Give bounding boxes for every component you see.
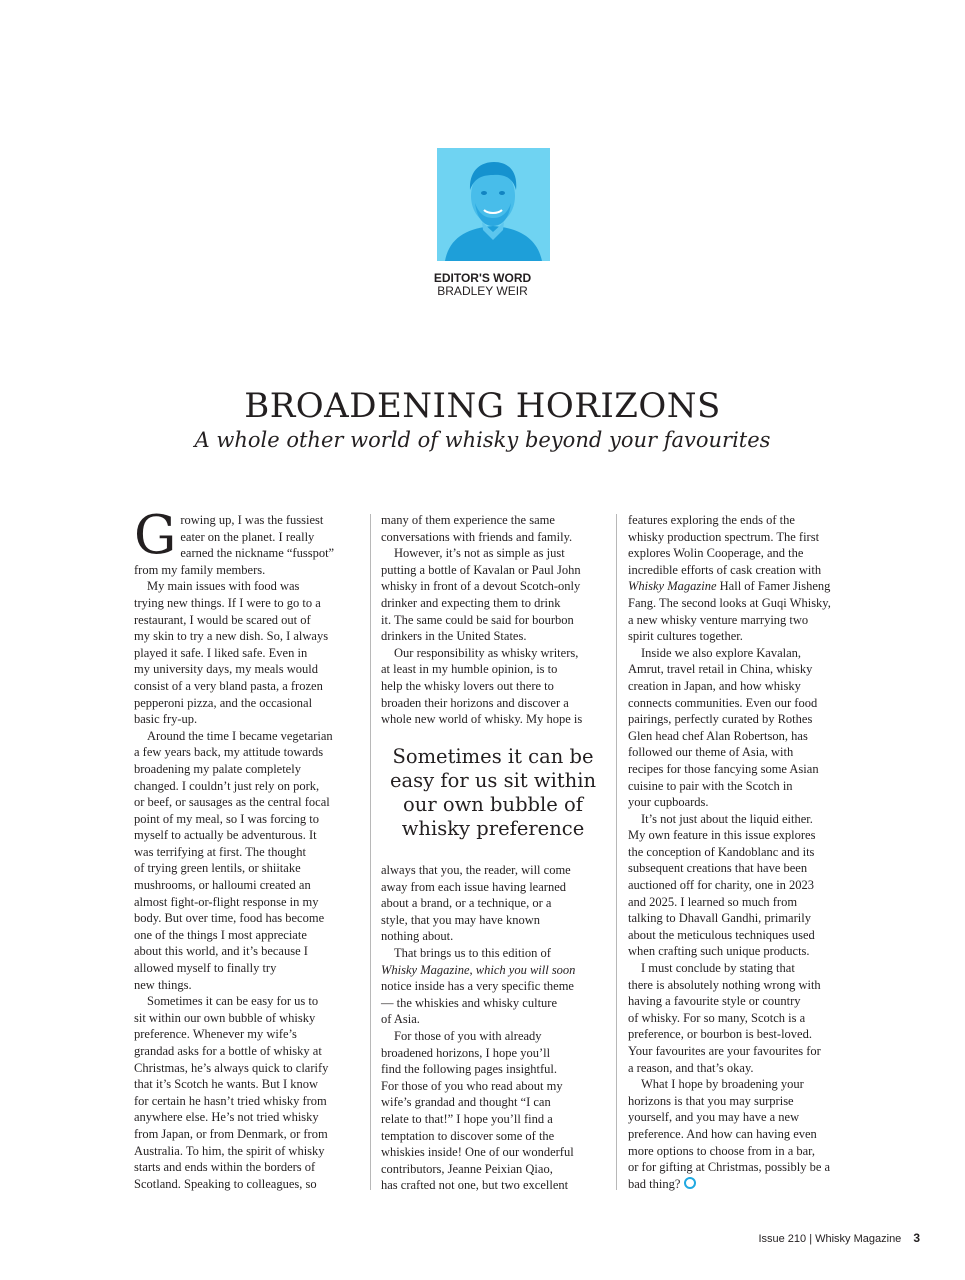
paragraph bbox=[628, 512, 854, 645]
text-line: drinker and expecting them to drink bbox=[381, 595, 561, 610]
text-line: yourself, and you may have a new bbox=[628, 1110, 800, 1125]
page-number: 3 bbox=[913, 1231, 920, 1245]
text-line: allowed myself to finally try bbox=[134, 961, 277, 976]
text-line: contributors, Jeanne Peixian Qiao, bbox=[381, 1161, 553, 1176]
paragraph bbox=[134, 578, 360, 727]
text-line: played it safe. I liked safe. Even in bbox=[134, 645, 308, 660]
pull-quote-line: whisky preference bbox=[401, 817, 585, 840]
page-footer bbox=[758, 1231, 920, 1245]
text-line: bad thing? bbox=[628, 1176, 681, 1191]
text-line: Whisky Magazine Hall of Famer Jisheng bbox=[628, 579, 831, 594]
text-line: broadened horizons, I hope you’ll bbox=[381, 1045, 551, 1060]
text-line: for certain he hasn’t tried whisky from bbox=[134, 1093, 327, 1108]
text-line: What I hope by broadening your bbox=[641, 1077, 804, 1092]
text-line: Sometimes it can be easy for us to bbox=[147, 994, 319, 1009]
text-line: almost fight-or-flight response in my bbox=[134, 894, 319, 909]
text-line: starts and ends within the borders of bbox=[134, 1160, 316, 1175]
text-line: nothing about. bbox=[381, 929, 454, 944]
text-line: of Asia. bbox=[381, 1012, 420, 1027]
text-line: eater on the planet. I really bbox=[180, 529, 315, 544]
text-line: myself to actually be adventurous. It bbox=[134, 828, 317, 843]
text-line: cuisine to pair with the Scotch in bbox=[628, 778, 793, 793]
text-line: and 2025. I learned so much from bbox=[628, 894, 798, 909]
text-line: Our responsibility as whisky writers, bbox=[394, 645, 579, 660]
text-line: However, it’s not as simple as just bbox=[394, 546, 565, 561]
author-name: BRADLEY WEIR bbox=[437, 284, 528, 298]
text-line: spirit cultures together. bbox=[628, 629, 743, 644]
paragraph bbox=[381, 645, 605, 728]
text-line: mushrooms, or halloumi created an bbox=[134, 878, 311, 893]
text-line: the conception of Kandoblanc and its bbox=[628, 844, 815, 859]
drop-cap: G bbox=[134, 505, 177, 566]
text-line: has crafted not one, but two excellent bbox=[381, 1178, 569, 1193]
text-line: talking to Dhavall Gandhi, primarily bbox=[628, 911, 811, 926]
text-line: broaden their horizons and discover a bbox=[381, 695, 569, 710]
text-line: restaurant, I would be scared out of bbox=[134, 612, 311, 627]
column-3 bbox=[628, 512, 854, 1192]
text-line: of whisky. For so many, Scotch is a bbox=[628, 1010, 806, 1025]
text-line: recipes for those fancying some Asian bbox=[628, 761, 819, 776]
text-line: help the whisky lovers out there to bbox=[381, 678, 554, 693]
text-line: many of them experience the same bbox=[381, 513, 555, 527]
text-line: preference, or bourbon is best-loved. bbox=[628, 1027, 812, 1042]
column-divider bbox=[616, 514, 617, 1190]
text-line: rowing up, I was the fussiest bbox=[180, 513, 324, 527]
text-line: whole new world of whisky. My hope is bbox=[381, 712, 583, 727]
paragraph bbox=[628, 1076, 854, 1192]
text-line: preference. And how can having even bbox=[628, 1126, 817, 1141]
text-line: more options to choose from in a bar, bbox=[628, 1143, 815, 1158]
text-line: changed. I couldn’t just rely on pork, bbox=[134, 778, 320, 793]
column-divider bbox=[370, 514, 371, 1190]
paragraph bbox=[381, 545, 605, 645]
text-line: — the whiskies and whisky culture bbox=[381, 995, 558, 1010]
pull-quote-line: our own bubble of bbox=[403, 793, 583, 816]
text-line: Scotland. Speaking to colleagues, so bbox=[134, 1176, 317, 1191]
text-line: relate to that!” I hope you’ll find a bbox=[381, 1111, 553, 1126]
text-line: your cupboards. bbox=[628, 795, 709, 810]
paragraph bbox=[381, 945, 605, 1028]
text-line: For those of you who read about my bbox=[381, 1078, 563, 1093]
text-line: My own feature in this issue explores bbox=[628, 828, 816, 843]
text-line: temptation to discover some of the bbox=[381, 1128, 555, 1143]
section-label: EDITOR'S WORD bbox=[433, 271, 532, 285]
text-line: about a brand, or a technique, or a bbox=[381, 896, 552, 911]
text-line: consist of a very bland pasta, a frozen bbox=[134, 678, 323, 693]
text-line: That brings us to this edition of bbox=[394, 945, 551, 960]
pull-quote bbox=[381, 745, 605, 841]
text-line: notice inside has a very specific theme bbox=[381, 979, 574, 994]
text-line: when crafting such unique products. bbox=[628, 944, 810, 959]
article-subtitle: A whole other world of whisky beyond your favourites bbox=[194, 428, 771, 452]
text-line: Glen head chef Alan Robertson, has bbox=[628, 728, 808, 743]
text-line: drinkers in the United States. bbox=[381, 629, 527, 644]
paragraph bbox=[628, 645, 854, 811]
text-line: away from each issue having learned bbox=[381, 879, 566, 894]
paragraph bbox=[381, 862, 605, 945]
text-line: having a favourite style or country bbox=[628, 994, 801, 1009]
text-line: Fang. The second looks at Guqi Whisky, bbox=[628, 595, 831, 610]
text-line: grandad asks for a bottle of whisky at bbox=[134, 1044, 322, 1058]
text-line: was terrifying at first. The thought bbox=[134, 844, 306, 859]
text-line: or beef, or sausages as the central focal bbox=[134, 795, 330, 810]
paragraph bbox=[381, 1028, 605, 1194]
text-line: about this world, and it’s because I bbox=[134, 944, 308, 959]
text-line: basic fry-up. bbox=[134, 712, 198, 727]
text-line: auctioned off for charity, one in 2023 bbox=[628, 878, 815, 893]
text-line: connects communities. Even our food bbox=[628, 695, 818, 710]
pull-quote-line: Sometimes it can be bbox=[392, 745, 594, 768]
text-line: Inside we also explore Kavalan, bbox=[641, 645, 802, 660]
issue-info: Issue 210 | Whisky Magazine bbox=[758, 1233, 902, 1245]
text-line: putting a bottle of Kavalan or Paul John bbox=[381, 562, 581, 577]
text-line: Whisky Magazine, which you will soon bbox=[381, 962, 576, 977]
text-line: incredible efforts of cask creation with bbox=[628, 562, 822, 577]
text-line: Your favourites are your favourites for bbox=[628, 1044, 821, 1058]
text-line: one of the things I most appreciate bbox=[134, 927, 307, 942]
column-1 bbox=[134, 505, 360, 1192]
column-2-top bbox=[381, 512, 605, 728]
text-line: wife’s grandad and thought “I can bbox=[381, 1095, 551, 1110]
text-line: broadening my palate completely bbox=[134, 761, 301, 776]
text-line: always that you, the reader, will come bbox=[381, 863, 571, 877]
text-line: about the meticulous techniques used bbox=[628, 927, 815, 942]
text-line: a reason, and that’s okay. bbox=[628, 1060, 754, 1075]
text-line: pepperoni pizza, and the occasional bbox=[134, 695, 313, 710]
column-2-bottom bbox=[381, 862, 605, 1194]
text-line: or for gifting at Christmas, possibly be a bbox=[628, 1160, 831, 1175]
text-line: subsequent creations that have been bbox=[628, 861, 808, 876]
text-line: pairings, perfectly curated by Rothes bbox=[628, 712, 813, 727]
paragraph bbox=[628, 960, 854, 1076]
text-line: of trying green lentils, or shiitake bbox=[134, 861, 301, 876]
text-line: horizons is that you may surprise bbox=[628, 1093, 794, 1108]
text-line: from Japan, or from Denmark, or from bbox=[134, 1126, 328, 1141]
text-line: Amrut, travel retail in China, whisky bbox=[628, 662, 813, 677]
paragraph bbox=[134, 993, 360, 1192]
paragraph bbox=[628, 811, 854, 960]
text-line: body. But over time, food has become bbox=[134, 911, 325, 926]
text-line: Around the time I became vegetarian bbox=[147, 728, 333, 743]
text-line: explores Wolin Cooperage, and the bbox=[628, 546, 804, 561]
text-line: sit within our own bubble of whisky bbox=[134, 1010, 316, 1025]
text-line: whisky production spectrum. The first bbox=[628, 529, 820, 544]
text-line: features exploring the ends of the bbox=[628, 513, 795, 527]
editor-portrait bbox=[437, 148, 550, 261]
text-line: I must conclude by stating that bbox=[641, 961, 795, 976]
text-line: My main issues with food was bbox=[147, 579, 300, 594]
text-line: at least in my humble opinion, is to bbox=[381, 662, 558, 677]
text-line: Christmas, he’s always quick to clarify bbox=[134, 1060, 329, 1075]
editor-portrait-illustration bbox=[437, 148, 550, 261]
pull-quote-line: easy for us sit within bbox=[389, 769, 597, 792]
text-line: anywhere else. He’s not tried whisky bbox=[134, 1110, 319, 1125]
text-line: creation in Japan, and how whisky bbox=[628, 678, 801, 693]
text-line: new things. bbox=[134, 977, 192, 992]
text-line: my skin to try a new dish. So, I always bbox=[134, 629, 329, 644]
text-line: point of my meal, so I was forcing to bbox=[134, 811, 320, 826]
text-line: style, that you may have known bbox=[381, 912, 540, 927]
text-line: it. The same could be said for bourbon bbox=[381, 612, 574, 627]
text-line: It’s not just about the liquid either. bbox=[641, 811, 813, 826]
text-line: earned the nickname “fusspot” bbox=[180, 546, 335, 561]
paragraph bbox=[134, 728, 360, 994]
text-line: preference. Whenever my wife’s bbox=[134, 1027, 297, 1042]
text-line: conversations with friends and family. bbox=[381, 529, 573, 544]
text-line: find the following pages insightful. bbox=[381, 1062, 558, 1077]
end-mark-icon bbox=[684, 1177, 696, 1189]
text-line: a new whisky venture marrying two bbox=[628, 612, 809, 627]
text-line: followed our theme of Asia, with bbox=[628, 745, 794, 760]
article-title: BROADENING HORIZONS bbox=[244, 386, 721, 426]
text-line: whisky in front of a devout Scotch-only bbox=[381, 579, 581, 594]
text-line: Australia. To him, the spirit of whisky bbox=[134, 1143, 325, 1158]
text-line: whiskies inside! One of our wonderful bbox=[381, 1145, 574, 1160]
text-line: a few years back, my attitude towards bbox=[134, 745, 324, 760]
text-line: there is absolutely nothing wrong with bbox=[628, 977, 821, 992]
paragraph bbox=[381, 512, 605, 545]
text-line: trying new things. If I were to go to a bbox=[134, 595, 321, 610]
text-line: For those of you with already bbox=[394, 1028, 542, 1043]
text-line: from my family members. bbox=[134, 562, 266, 577]
text-line: my university days, my meals would bbox=[134, 662, 319, 677]
text-line: that it’s Scotch he wants. But I know bbox=[134, 1077, 319, 1092]
